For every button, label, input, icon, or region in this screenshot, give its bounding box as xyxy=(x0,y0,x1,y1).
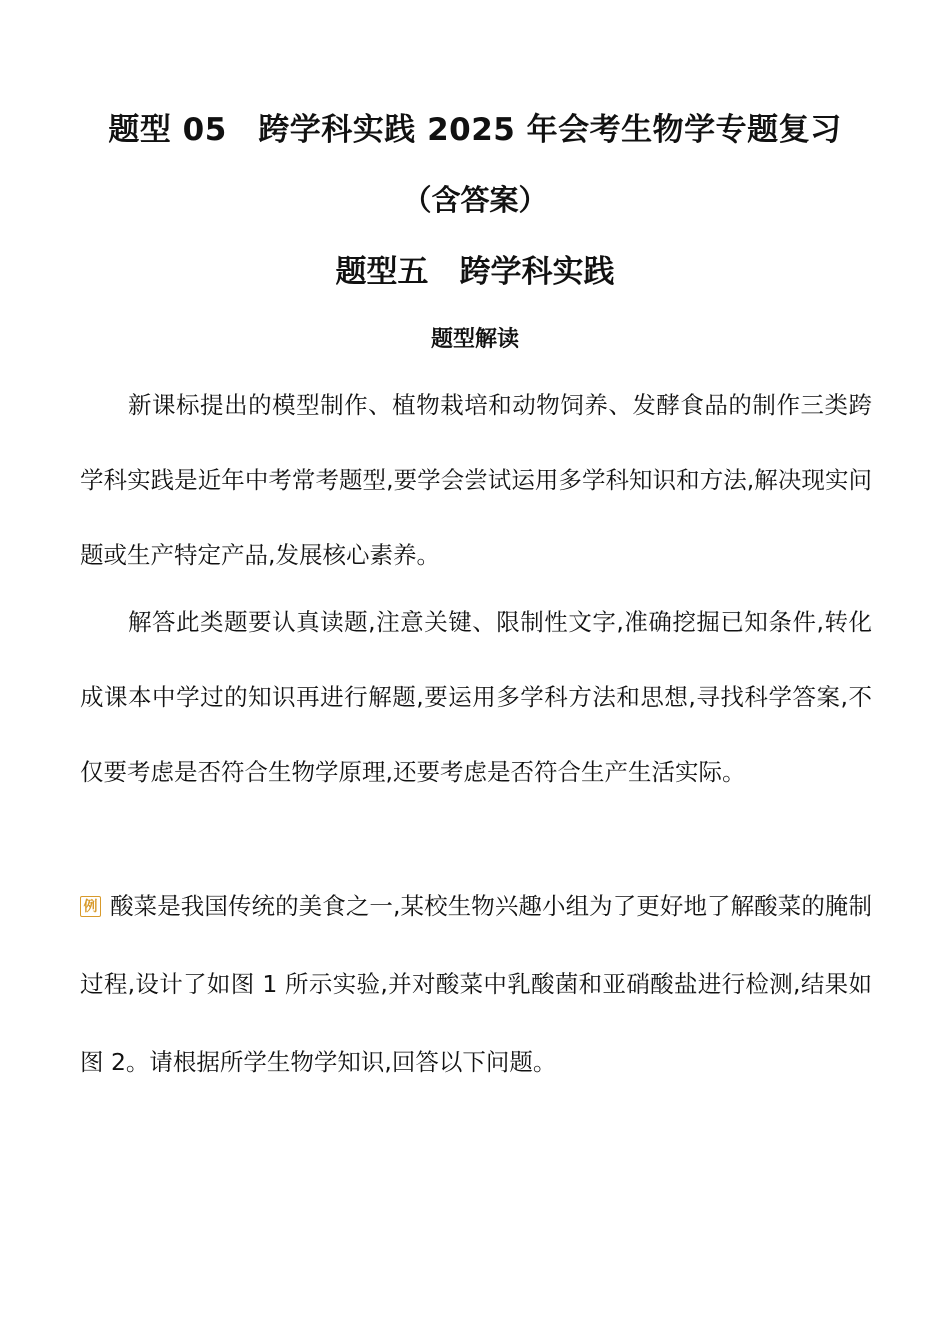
subsection-title: 题型解读 xyxy=(430,327,519,352)
intro-paragraph: 新课标提出的模型制作、植物栽培和动物饲养、发酵食品的制作三类跨学科实践是近年中考常考题型,要学会尝试运用多学科知识和方法,解决现实问题或生产特定产品,发展核心素养。 xyxy=(80,391,872,569)
method-paragraph: 解答此类题要认真读题,注意关键、限制性文字,准确挖掘已知条件,转化成课本中学过的知识再进行解题,要运用多学科方法和思想,寻找科学答案,不仅要考虑是否符合生物学原理,还要考虑是否符合生产生活实际。 xyxy=(80,608,872,786)
section-title: 题型五 跨学科实践 xyxy=(335,254,615,290)
document-title: 题型 05 跨学科实践 2025 年会考生物学专题复习 xyxy=(108,112,842,148)
example-badge-icon: 例 xyxy=(80,896,101,917)
document-title-suffix: （含答案） xyxy=(402,183,548,217)
example-block xyxy=(80,867,872,1101)
example-text: 酸菜是我国传统的美食之一,某校生物兴趣小组为了更好地了解酸菜的腌制过程,设计了如图 1 所示实验,并对酸菜中乳酸菌和亚硝酸盐进行检测,结果如图 2。请根据所学生物学知识,回答以下问题。 xyxy=(80,892,872,1076)
